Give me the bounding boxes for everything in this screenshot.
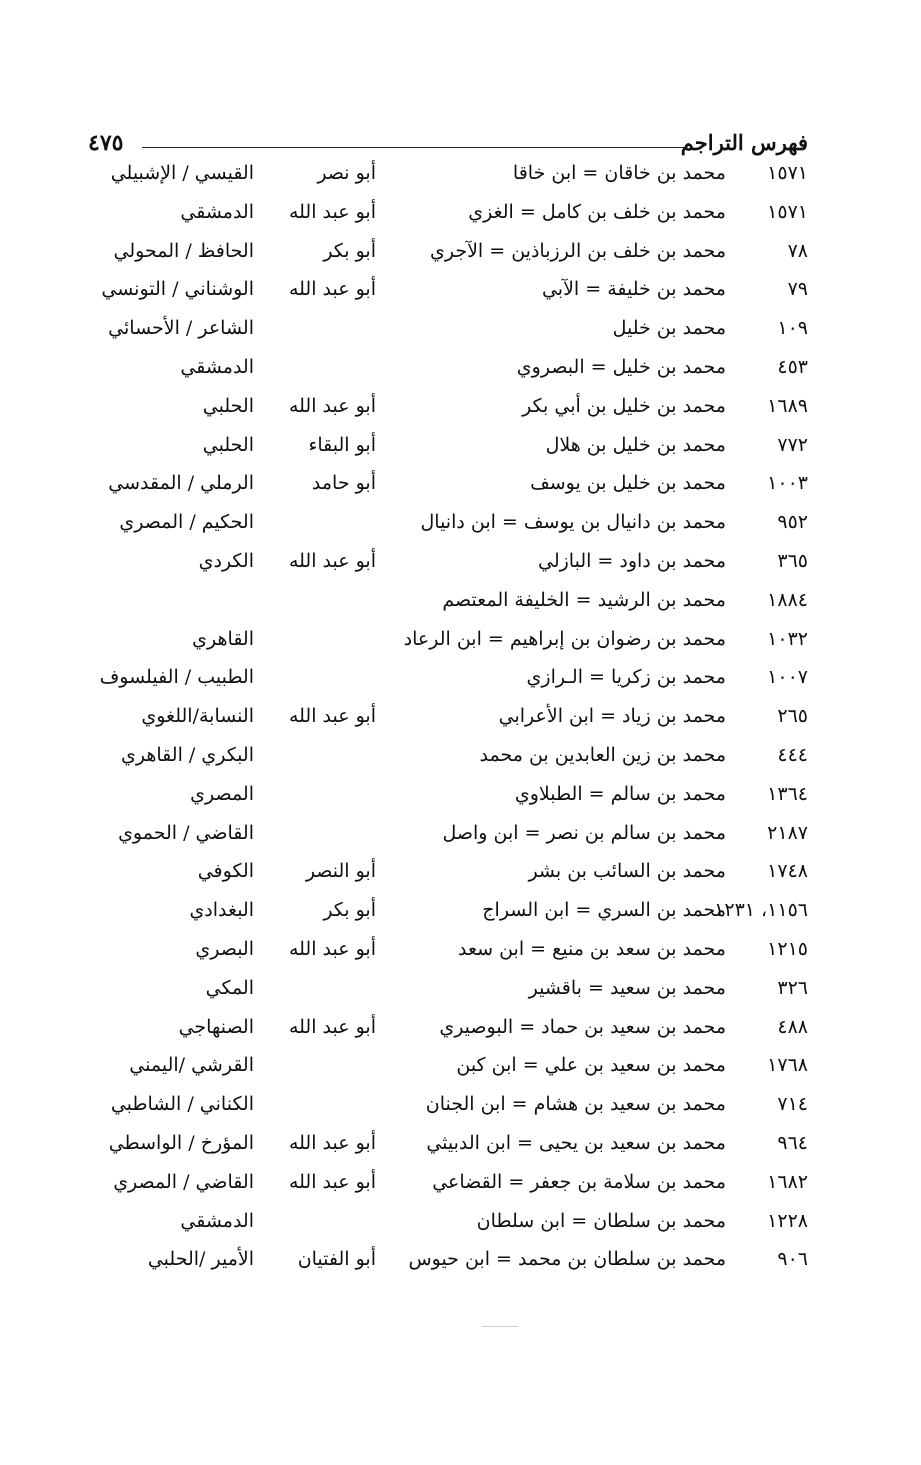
person-kunya: أبو الفتيان [297,1248,376,1271]
person-name: محمد بن زكريا = الـرازي [526,666,726,689]
person-name: محمد بن سلطان بن محمد = ابن حيوس [408,1248,726,1271]
person-name: محمد بن السائب بن بشر [528,860,726,883]
entry-number: ٧٧٢ [777,433,808,456]
entry-number: ١٠٩ [777,317,808,340]
table-row [88,350,808,389]
entry-number: ١٠٠٣ [767,472,808,495]
person-kunya: أبو البقاء [308,433,376,456]
person-name: محمد بن خليل بن هلال [545,433,726,456]
table-row [88,971,808,1010]
person-nisba: الصنهاجي [178,1015,254,1038]
table-row [88,466,808,505]
person-name: محمد بن سعيد بن هشام = ابن الجنان [425,1093,726,1116]
entry-number: ١٨٨٤ [767,588,808,611]
person-nisba: القرشي /اليمني [129,1054,254,1077]
entry-number: ١٦٨٢ [767,1170,808,1193]
person-name: محمد بن دانيال بن يوسف = ابن دانيال [420,511,726,534]
entry-number: ٤٥٣ [777,355,808,378]
table-row [88,1087,808,1126]
person-nisba: الوشناني / التونسي [101,278,254,301]
person-nisba: المكي [205,976,254,999]
person-nisba: المصري [190,782,254,805]
person-name: محمد بن سعيد بن يحيى = ابن الدبيثي [426,1131,726,1154]
table-row [88,1242,808,1281]
person-nisba: النسابة/اللغوي [141,705,254,728]
table-row [88,699,808,738]
entry-number: ٣٦٥ [777,549,808,572]
person-nisba: القاضي / الحموي [118,821,254,844]
person-name: محمد بن سعيد بن علي = ابن كبن [456,1054,726,1077]
table-row [88,1126,808,1165]
person-name: محمد بن السري = ابن السراج [482,899,726,922]
person-nisba: الحافظ / المحولي [113,239,254,262]
table-row [88,816,808,855]
person-nisba: الكوفي [197,860,254,883]
table-row [88,660,808,699]
entry-number: ٢١٨٧ [767,821,808,844]
person-kunya: أبو بكر [323,239,376,262]
entry-number: ١٣٦٤ [767,782,808,805]
entry-number: ١٧٤٨ [767,860,808,883]
person-nisba: القاضي / المصري [113,1170,254,1193]
person-nisba: الطبيب / الفيلسوف [99,666,254,689]
entry-number: ١٢٢٨ [767,1209,808,1232]
entry-number: ٧٩ [787,278,808,301]
table-row [88,932,808,971]
person-name: محمد بن خلف بن الرزباذين = الآجري [430,239,726,262]
index-table [88,156,808,1281]
table-row [88,544,808,583]
person-nisba: الحلبي [202,433,254,456]
person-nisba: الكناني / الشاطبي [110,1093,254,1116]
entry-number: ١٥٧١ [767,162,808,184]
table-row [88,854,808,893]
person-name: محمد بن خليفة = الآبي [541,278,726,301]
person-nisba: الشاعر / الأحسائي [108,317,254,340]
table-row [88,1010,808,1049]
person-nisba: المؤرخ / الواسطي [108,1131,254,1154]
person-kunya: أبو نصر [317,162,376,184]
table-row [88,777,808,816]
table-row [88,311,808,350]
person-nisba: الكردي [198,549,254,572]
entry-number: ٩٦٤ [777,1131,808,1154]
table-row [88,738,808,777]
table-row [88,428,808,467]
person-name: محمد بن سعيد بن حماد = البوصيري [439,1015,726,1038]
person-name: محمد بن سعد بن منيع = ابن سعد [457,937,726,960]
person-name: محمد بن رضوان بن إبراهيم = ابن الرعاد [403,627,726,650]
person-name: محمد بن الرشيد = الخليفة المعتصم [442,588,726,611]
footer-mark [482,1326,518,1327]
entry-number: ٩٠٦ [777,1248,808,1271]
person-kunya: أبو عبد الله [288,705,376,728]
table-row [88,272,808,311]
entry-number: ٢٦٥ [777,705,808,728]
person-name: محمد بن خليل = البصروي [516,355,726,378]
person-kunya: أبو النصر [305,860,376,883]
person-nisba: الأمير /الحلبي [147,1248,254,1271]
person-kunya: أبو بكر [323,899,376,922]
table-row [88,389,808,428]
header-rule [142,147,686,148]
entry-number: ١٠٣٢ [767,627,808,650]
entry-number: ٤٤٤ [777,743,808,766]
person-nisba: البصري [195,937,254,960]
person-name: محمد بن خليل [612,317,726,340]
person-nisba: الدمشقي [180,200,254,223]
person-nisba: البغدادي [189,899,254,922]
person-name: محمد بن سالم = الطبلاوي [514,782,726,805]
person-kunya: أبو عبد الله [288,549,376,572]
person-kunya: أبو عبد الله [288,394,376,417]
table-row [88,234,808,273]
person-name: محمد بن زياد = ابن الأعرابي [498,705,726,728]
person-name: محمد بن خليل بن يوسف [530,472,726,495]
entry-number: ١١٥٦، ١٢٣١ [714,899,808,922]
entry-number: ٤٨٨ [777,1015,808,1038]
person-name: محمد بن سلامة بن جعفر = القضاعي [432,1170,726,1193]
table-row [88,1165,808,1204]
person-kunya: أبو عبد الله [288,278,376,301]
person-name: محمد بن سعيد = باقشير [528,976,726,999]
entry-number: ٣٢٦ [777,976,808,999]
person-nisba: الحكيم / المصري [119,511,254,534]
table-row [88,622,808,661]
person-name: محمد بن خاقان = ابن خاقا [512,162,726,184]
entry-number: ١٥٧١ [767,200,808,223]
table-row [88,195,808,234]
person-kunya: أبو عبد الله [288,1131,376,1154]
table-row [88,583,808,622]
person-name: محمد بن سالم بن نصر = ابن واصل [442,821,726,844]
table-row [88,1204,808,1243]
page-title: فهرس التراجم [680,130,808,155]
person-nisba: الدمشقي [180,1209,254,1232]
person-name: محمد بن خليل بن أبي بكر [522,394,726,417]
person-name: محمد بن داود = البازلي [538,549,726,572]
entry-number: ٩٥٢ [777,511,808,534]
person-nisba: البكري / القاهري [121,743,254,766]
person-nisba: القاهري [192,627,254,650]
entry-number: ٧٨ [787,239,808,262]
person-name: محمد بن خلف بن كامل = الغزي [468,200,726,223]
person-name: محمد بن زين العابدين بن محمد [479,743,726,766]
person-nisba: الرملي / المقدسي [108,472,254,495]
person-nisba: الدمشقي [180,355,254,378]
table-row [88,893,808,932]
table-row [88,505,808,544]
table-row [88,1048,808,1087]
entry-number: ١٧٦٨ [767,1054,808,1077]
person-kunya: أبو عبد الله [288,200,376,223]
table-row [88,156,808,195]
person-nisba: القيسي / الإشبيلي [110,162,254,184]
entry-number: ٧١٤ [777,1093,808,1116]
person-kunya: أبو عبد الله [288,937,376,960]
entry-number: ١٢١٥ [767,937,808,960]
page-number: ٤٧٥ [88,130,124,156]
person-name: محمد بن سلطان = ابن سلطان [476,1209,726,1232]
person-kunya: أبو عبد الله [288,1015,376,1038]
entry-number: ١٠٠٧ [767,666,808,689]
person-nisba: الحلبي [202,394,254,417]
person-kunya: أبو حامد [311,472,376,495]
entry-number: ١٦٨٩ [767,394,808,417]
person-kunya: أبو عبد الله [288,1170,376,1193]
